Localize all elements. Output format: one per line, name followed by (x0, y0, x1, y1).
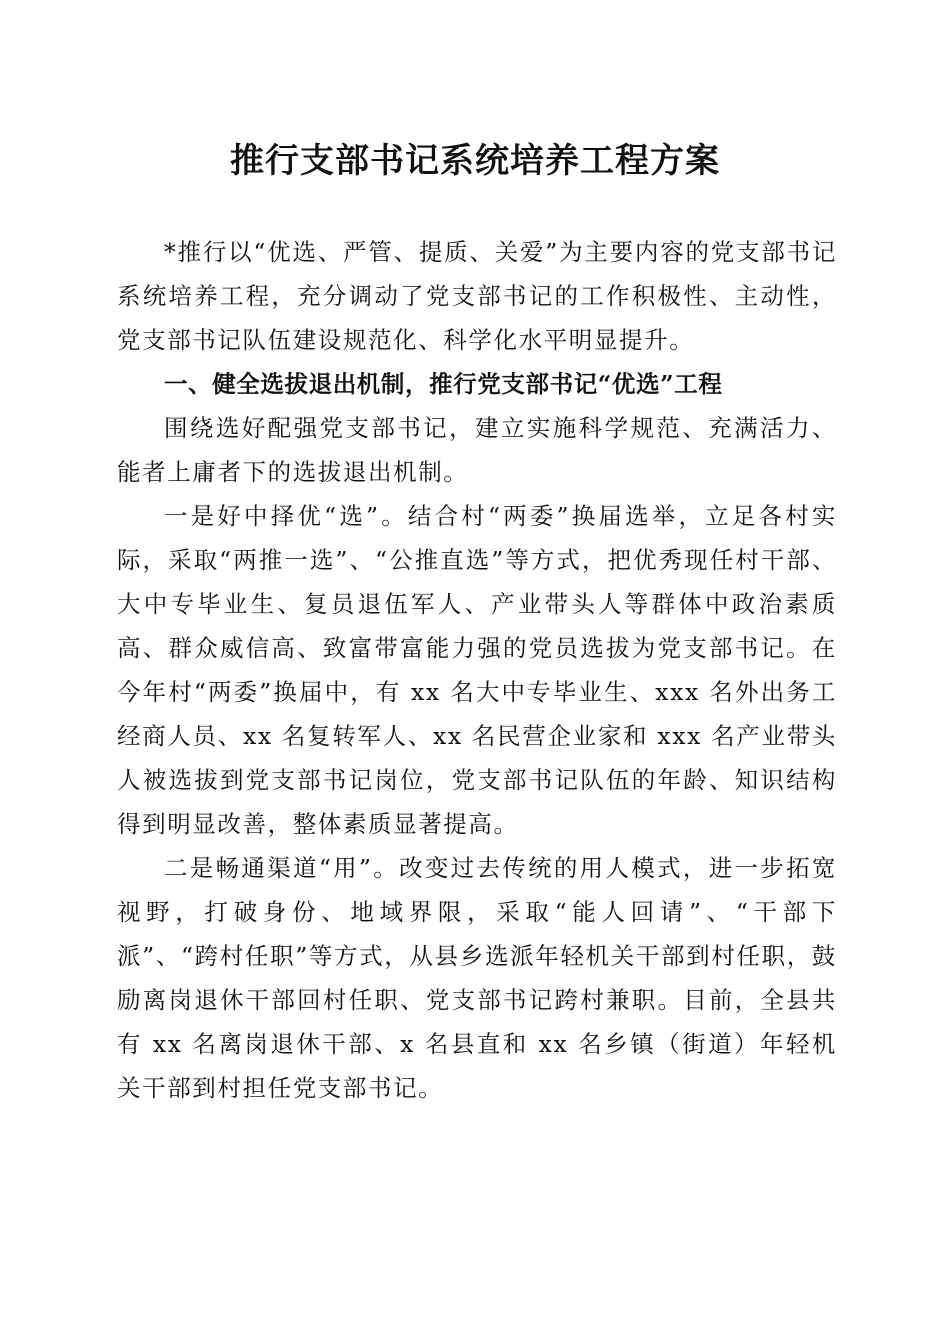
point-2-text: 改变过去传统的用人模式，进一步拓宽视野，打破身份、地域界限，采取“能人回请”、“干部下派”、“跨村任职”等方式，从县乡选派年轻机关干部到村任职，鼓励离岗退休干部回村任职、党支部书记跨村兼职。目前，全县共有 xx 名离岗退休干部、x 名县直和 xx 名乡镇（街道）年轻机关干部到村担任党支部书记。 (117, 854, 838, 1102)
document-body (117, 230, 837, 1110)
intro-paragraph: *推行以“优选、严管、提质、关爱”为主要内容的党支部书记系统培养工程，充分调动了党支部书记的工作积极性、主动性，党支部书记队伍建设规范化、科学化水平明显提升。 (117, 238, 837, 354)
point-1-lead: 一是好中择优“选”。 (164, 502, 408, 530)
point-1-paragraph (117, 494, 837, 846)
point-2-lead: 二是畅通渠道“用”。 (164, 854, 400, 882)
section-1-summary: 围绕选好配强党支部书记，建立实施科学规范、充满活力、能者上庸者下的选拔退出机制。 (117, 414, 837, 486)
point-2-paragraph (117, 846, 837, 1110)
point-1-text: 结合村“两委”换届选举，立足各村实际，采取“两推一选”、“公推直选”等方式，把优秀现任村干部、大中专毕业生、复员退伍军人、产业带头人等群体中政治素质高、群众威信高、致富带富能力强的党员选拔为党支部书记。在今年村“两委”换届中，有 xx 名大中专毕业生、xxx 名外出务工经商人员、xx 名复转军人、xx 名民营企业家和 xxx 名产业带头人被选拔到党支部书记岗位，党支部书记队伍的年龄、知识结构得到明显改善，整体素质显著提高。 (117, 502, 837, 838)
document-title: 推行支部书记系统培养工程方案 (230, 141, 720, 181)
section-1-heading: 一、健全选拔退出机制，推行党支部书记“优选”工程 (164, 370, 723, 398)
